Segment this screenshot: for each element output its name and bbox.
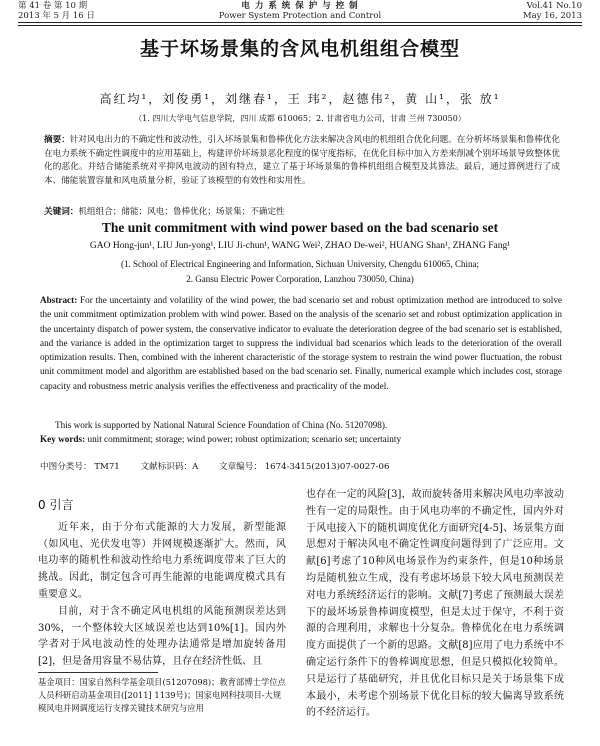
header-center <box>18 1 582 21</box>
footnote-funding: 基金项目：国家自然科学基金项目(51207098)；教育部博士学位点人员科研启动基金项目([2011] 1139号)；国家电网科技项目-大规模风电并网调度运行支撑关键技术研究与应用 <box>38 677 286 713</box>
footnote-rule <box>38 672 158 673</box>
article-number: 文章编号： 1674-3415(2013)07-0027-06 <box>219 462 390 472</box>
cn-keywords <box>44 205 560 217</box>
en-affiliation-2: 2. Gansu Electric Power Corporation, Lanzhou 730050, China) <box>186 274 414 284</box>
clc-number: 中图分类号： TM71 <box>40 462 120 472</box>
section-heading: 0 引言 <box>38 498 74 512</box>
affiliation: （1. 四川大学电气信息学院，四川 成都 610065；2. 甘肃省电力公司，甘肃 兰州 730050） <box>134 114 466 123</box>
header-right <box>523 1 582 21</box>
journal-name-en: Power System Protection and Control <box>218 11 382 21</box>
en-fund-note: This work is supported by National Natural Science Foundation of China (No. 51207098). <box>55 420 388 430</box>
cn-keywords-text: 机组组合；储能；风电；鲁棒优化；场景集；不确定性 <box>78 207 285 217</box>
journal-date-cn: 2013 年 5 月 16 日 <box>18 11 95 21</box>
body-paragraph: 目前，对于含不确定风电机组的风能预测误差达到30%，一个整体较大区域误差也达到10%[1]。国内外学者对于风电波动性的处理办法通常是增加旋转备用[2]，但是备用容量不易估算，且存在经济性低、且 <box>38 605 286 668</box>
en-keywords-text: unit commitment; storage; wind power; robust optimization; scenario set; uncertainty <box>87 434 402 444</box>
en-abstract-text: For the uncertainty and volatility of the wind power, the bad scenario set and robust optimization method are introduced to solve the unit commitment optimization problem with wind power. Based on the analysis of the scenario set and robust optimization application in the uncertainty dispatch of power system, the conservative indicator to evaluate the deterioration degree of the bad scenario set is established, and the variance is added in the optimization target to suppress the individual bad scenarios which leads to the deterioration of the overall optimization results. Then, combined with the inherent characteristic of the storage system to restrain the wind power fluctuation, the robust unit commitment model and algorithm are established based on the bad scenario set. Finally, numerical example which includes cost, storage capacity and robustness metric analysis verifies the effectiveness and practicality of the model. <box>40 295 562 391</box>
journal-name-cn: 电 力 系 统 保 护 与 控 制 <box>241 1 359 11</box>
header-rule <box>18 22 582 23</box>
body-column-left <box>38 497 286 671</box>
en-abstract-label: Abstract: <box>40 295 78 305</box>
en-keywords <box>40 434 562 444</box>
paper-title: 基于坏场景集的含风电机组组合模型 <box>139 38 460 60</box>
en-keywords-label: Key words: <box>40 434 86 444</box>
en-abstract <box>40 293 562 393</box>
header-rule-thin <box>18 25 582 26</box>
en-affiliation-1: (1. School of Electrical Engineering and Information, Sichuan University, Chengdu 610065, China; <box>120 259 480 269</box>
body-column-right <box>306 487 564 722</box>
author-list: 高红均¹，刘俊勇¹，刘继春¹，王 玮²，赵德伟²，黄 山¹，张 放¹ <box>99 92 501 106</box>
journal-volume-en: Vol.41 No.10 <box>526 1 582 11</box>
cn-abstract-text: 针对风电出力的不确定性和波动性，引入坏场景集和鲁棒优化方法来解决含风电的机组组合优化问题。在分析坏场景集和鲁棒优化在电力系统不确定性调度中的应用基础上，构建评价坏场景恶化程度的保守度指标，在优化目标中加入方差来削减个别坏场景导致整体优化的恶化。并结合储能系统对平抑风电波动的固有特点，建立了基于坏场景集的鲁棒机组组合模型及其算法。最后，通过算例进行了成本、储能装置容量和风电质量分析，验证了该模型的有效性和实用性。 <box>44 135 560 186</box>
cn-keywords-label: 关键词： <box>44 207 79 217</box>
classification-line <box>40 460 562 472</box>
document-code: 文献标识码：A <box>140 462 199 472</box>
cn-abstract-label: 摘要： <box>44 135 70 145</box>
journal-date-en: May 16, 2013 <box>522 11 582 21</box>
en-title: The unit commitment with wind power based on the bad scenario set <box>101 220 499 235</box>
page-header <box>18 0 582 22</box>
body-paragraph: 也存在一定的风险[3]，故而旋转备用来解决风电功率波动性有一定的局限性。由于风电功率的不确定性，国内外对于风电接入下的随机调度优化方面研究[4-5]、场景集方面思想对于解决风电不确定性调度问题得到了广泛应用。文献[6]考虑了10种风电场景作为约束条件，但是10种场景均是随机独立生成，没有考虑坏场景下较大风电预测误差对电力系统经济运行的影响。文献[7]考虑了预测最大误差下的最坏场景鲁棒调度模型，但是太过于保守，不利于资源的合理利用，求解也十分复杂。鲁棒优化在电力系统调度方面提供了一个新的思路。文献[8]应用了电力系统中不确定运行条件下的鲁棒调度思想，但是只模拟化较简单。只是运行了基础研究，并且优化目标只是关于场景集下成本最小，未考虑个别场景下优化目标的较大偏离导致系统的不经济运行。 <box>306 489 564 719</box>
body-paragraph: 近年来，由于分布式能源的大力发展，新型能源（如风电、光伏发电等）并网规模逐渐扩大。然而，风电功率的随机性和波动性给电力系统调度带来了巨大的挑战。因此，制定包含可再生能源的电能调度模式具有重要意义。 <box>38 521 286 600</box>
cn-abstract <box>44 134 560 188</box>
en-author-list: GAO Hong-jun¹, LIU Jun-yong¹, LIU Ji-chun¹, WANG Wei², ZHAO De-wei², HUANG Shan¹, ZHANG Fang¹ <box>89 241 511 251</box>
journal-volume: 第 41 卷 第 10 期 <box>18 1 88 11</box>
